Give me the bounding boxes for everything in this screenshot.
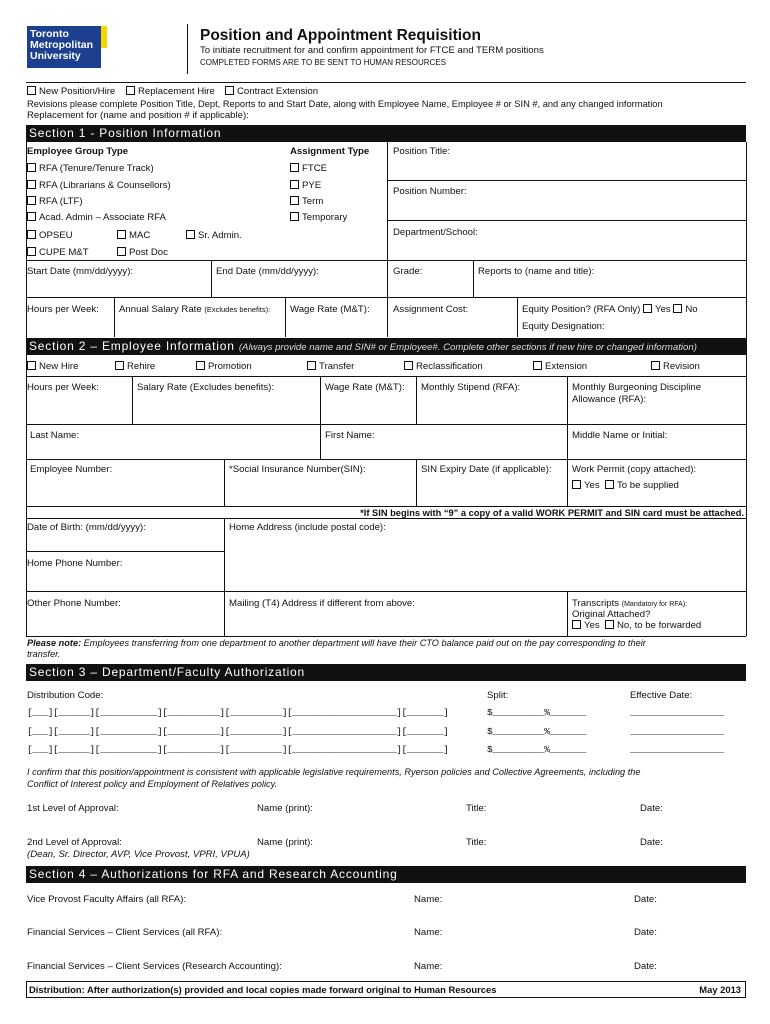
opt-pye[interactable]: PYE bbox=[290, 180, 321, 192]
left-frame bbox=[26, 142, 27, 636]
checkbox-icon[interactable] bbox=[290, 212, 299, 221]
opt-post-doc[interactable]: Post Doc bbox=[117, 247, 168, 259]
checkbox-icon[interactable] bbox=[126, 86, 135, 95]
reports-to-label: Reports to (name and title): bbox=[478, 266, 595, 277]
distribution-code-row-1[interactable]: [___][______][___________][__________][__________][____________________][_______] bbox=[27, 707, 449, 718]
checkbox-icon[interactable] bbox=[27, 163, 36, 172]
fs-rfa-name-label: Name: bbox=[414, 927, 443, 938]
department-label: Department/School: bbox=[393, 227, 478, 238]
effective-date-row-2[interactable]: __________________ bbox=[630, 726, 724, 737]
sin-label: *Social Insurance Number(SIN): bbox=[229, 464, 366, 475]
split-row-3[interactable]: $__________%_______ bbox=[487, 744, 586, 755]
checkbox-icon[interactable] bbox=[117, 247, 126, 256]
rule bbox=[26, 424, 746, 425]
burgeoning-label-2: Allowance (RFA): bbox=[572, 394, 647, 405]
replacement-for-label: Replacement for (name and position # if applicable): bbox=[27, 110, 249, 121]
first-level-approval-label: 1st Level of Approval: bbox=[27, 803, 119, 814]
university-logo bbox=[27, 26, 107, 68]
opt-opseu[interactable]: OPSEU bbox=[27, 230, 73, 242]
confirm-statement-2: Conflict of Interest policy and Employment of Relatives policy. bbox=[27, 779, 278, 789]
opt-revision[interactable]: Revision bbox=[651, 361, 700, 373]
please-note-line-2: transfer. bbox=[27, 649, 61, 659]
assignment-cost-label: Assignment Cost: bbox=[393, 304, 469, 315]
checkbox-icon[interactable] bbox=[572, 480, 581, 489]
revisions-note: Revisions please complete Position Title, Dept, Reports to and Start Date, along with Employee Name, Employee # or SIN #, and any changed information bbox=[27, 99, 663, 109]
fs-client-services-rfa-label: Financial Services – Client Services (all RFA): bbox=[27, 927, 223, 938]
opt-transfer[interactable]: Transfer bbox=[307, 361, 354, 373]
employee-number-label: Employee Number: bbox=[30, 464, 113, 475]
first-level-title-label: Title: bbox=[466, 803, 487, 814]
checkbox-icon[interactable] bbox=[307, 361, 316, 370]
employee-group-type-label: Employee Group Type bbox=[27, 146, 129, 157]
second-level-name-label: Name (print): bbox=[257, 837, 313, 848]
rule bbox=[517, 297, 518, 337]
checkbox-icon[interactable] bbox=[115, 361, 124, 370]
equity-designation-label: Equity Designation: bbox=[522, 321, 605, 332]
rule bbox=[26, 459, 746, 460]
section-4-header: Section 4 – Authorizations for RFA and Research Accounting bbox=[26, 866, 746, 883]
checkbox-icon[interactable] bbox=[290, 163, 299, 172]
right-frame bbox=[746, 142, 747, 636]
rule bbox=[26, 297, 746, 298]
first-name-label: First Name: bbox=[325, 430, 375, 441]
rule bbox=[26, 591, 746, 592]
distribution-footer: Distribution: After authorization(s) provided and local copies made forward original to Human Resources bbox=[29, 984, 497, 995]
first-level-name-label: Name (print): bbox=[257, 803, 313, 814]
page-subtitle: To initiate recruitment for and confirm appointment for FTCE and TERM positions bbox=[200, 45, 544, 56]
opt-rfa-tenure[interactable]: RFA (Tenure/Tenure Track) bbox=[27, 163, 154, 175]
opt-new-position[interactable]: New Position/Hire bbox=[27, 86, 115, 98]
end-date-label: End Date (mm/dd/yyyy): bbox=[216, 266, 319, 277]
section-3-header: Section 3 – Department/Faculty Authorization bbox=[26, 664, 746, 681]
checkbox-icon[interactable] bbox=[186, 230, 195, 239]
opt-ftce[interactable]: FTCE bbox=[290, 163, 327, 175]
rule bbox=[26, 551, 224, 552]
s2-wage-label: Wage Rate (M&T): bbox=[325, 382, 405, 393]
fs-research-accounting-label: Financial Services – Client Services (Research Accounting): bbox=[27, 961, 282, 972]
checkbox-icon[interactable] bbox=[27, 361, 36, 370]
page-instruction: COMPLETED FORMS ARE TO BE SENT TO HUMAN RESOURCES bbox=[200, 58, 446, 67]
equity-position-label: Equity Position? (RFA Only) Yes No bbox=[522, 304, 698, 315]
opt-new-hire[interactable]: New Hire bbox=[27, 361, 78, 373]
checkbox-icon[interactable] bbox=[290, 196, 299, 205]
split-row-2[interactable]: $__________%_______ bbox=[487, 726, 586, 737]
effective-date-label: Effective Date: bbox=[630, 690, 693, 701]
vp-name-label: Name: bbox=[414, 894, 443, 905]
opt-sr-admin[interactable]: Sr. Admin. bbox=[186, 230, 242, 242]
other-phone-label: Other Phone Number: bbox=[27, 598, 121, 609]
opt-promotion[interactable]: Promotion bbox=[196, 361, 252, 373]
wage-rate-label: Wage Rate (M&T): bbox=[290, 304, 370, 315]
rule bbox=[320, 424, 321, 459]
logo-text: Toronto Metropolitan University bbox=[30, 28, 93, 62]
second-level-note: (Dean, Sr. Director, AVP, Vice Provost, VPRI, VPUA) bbox=[27, 849, 250, 860]
first-level-date-label: Date: bbox=[640, 803, 663, 814]
checkbox-icon[interactable] bbox=[290, 180, 299, 189]
middle-name-label: Middle Name or Initial: bbox=[572, 430, 668, 441]
checkbox-icon[interactable] bbox=[605, 480, 614, 489]
work-permit-options[interactable]: Yes To be supplied bbox=[572, 480, 679, 492]
rule bbox=[132, 376, 133, 424]
rule bbox=[416, 376, 417, 424]
rule bbox=[320, 376, 321, 424]
checkbox-icon[interactable] bbox=[673, 304, 682, 313]
checkbox-icon[interactable] bbox=[225, 86, 234, 95]
opt-cupe[interactable]: CUPE M&T bbox=[27, 247, 89, 259]
rule bbox=[567, 424, 568, 459]
opt-reclassification[interactable]: Reclassification bbox=[404, 361, 483, 373]
start-date-label: Start Date (mm/dd/yyyy): bbox=[27, 266, 134, 277]
checkbox-icon[interactable] bbox=[27, 247, 36, 256]
split-row-1[interactable]: $__________%_______ bbox=[487, 707, 586, 718]
opt-acad-admin[interactable]: Acad. Admin – Associate RFA bbox=[27, 212, 166, 224]
checkbox-icon[interactable] bbox=[117, 230, 126, 239]
s1-divider bbox=[387, 142, 388, 260]
second-level-date-label: Date: bbox=[640, 837, 663, 848]
header-divider bbox=[187, 24, 188, 74]
rule bbox=[387, 220, 746, 221]
checkbox-icon[interactable] bbox=[651, 361, 660, 370]
home-address-label: Home Address (include postal code): bbox=[229, 522, 386, 533]
rule bbox=[26, 518, 746, 519]
work-permit-label: Work Permit (copy attached): bbox=[572, 464, 697, 475]
rule bbox=[224, 518, 225, 636]
checkbox-icon[interactable] bbox=[533, 361, 542, 370]
home-phone-label: Home Phone Number: bbox=[27, 558, 123, 569]
rule bbox=[387, 260, 388, 337]
rule bbox=[211, 260, 212, 297]
effective-date-row-1[interactable]: __________________ bbox=[630, 707, 724, 718]
sin-expiry-label: SIN Expiry Date (if applicable): bbox=[421, 464, 552, 475]
rule bbox=[567, 459, 568, 506]
opt-mac[interactable]: MAC bbox=[117, 230, 150, 242]
original-attached-label: Original Attached? bbox=[572, 609, 651, 620]
checkbox-icon[interactable] bbox=[605, 620, 614, 629]
please-note: Please note: Employees transferring from one department to another department will have their CTO balance paid out on the pay corresponding to their bbox=[27, 638, 646, 648]
opt-replacement-hire[interactable]: Replacement Hire bbox=[126, 86, 215, 98]
rule bbox=[567, 376, 568, 424]
opt-rfa-librarians[interactable]: RFA (Librarians & Counsellors) bbox=[27, 180, 171, 192]
s2-hours-label: Hours per Week: bbox=[27, 382, 99, 393]
top-rule bbox=[26, 82, 746, 83]
checkbox-icon[interactable] bbox=[27, 230, 36, 239]
vp-date-label: Date: bbox=[634, 894, 657, 905]
rule bbox=[285, 297, 286, 337]
checkbox-icon[interactable] bbox=[404, 361, 413, 370]
rule bbox=[224, 459, 225, 506]
distribution-code-label: Distribution Code: bbox=[27, 690, 104, 701]
distribution-code-row-3[interactable]: [___][______][___________][__________][__________][____________________][_______] bbox=[27, 744, 449, 755]
annual-salary-label: Annual Salary Rate (Excludes benefits): bbox=[119, 304, 271, 315]
checkbox-icon[interactable] bbox=[27, 212, 36, 221]
vp-faculty-affairs-label: Vice Provost Faculty Affairs (all RFA): bbox=[27, 894, 187, 905]
mailing-address-label: Mailing (T4) Address if different from above: bbox=[229, 598, 415, 609]
rule bbox=[567, 591, 568, 636]
opt-rfa-ltf[interactable]: RFA (LTF) bbox=[27, 196, 83, 208]
checkbox-icon[interactable] bbox=[27, 86, 36, 95]
assignment-type-label: Assignment Type bbox=[290, 146, 370, 157]
opt-contract-extension[interactable]: Contract Extension bbox=[225, 86, 318, 98]
last-name-label: Last Name: bbox=[30, 430, 80, 441]
form-date: May 2013 bbox=[699, 984, 741, 995]
rule bbox=[114, 297, 115, 337]
rule bbox=[387, 180, 746, 181]
position-number-label: Position Number: bbox=[393, 186, 467, 197]
checkbox-icon[interactable] bbox=[572, 620, 581, 629]
section-2-header: Section 2 – Employee Information (Always provide name and SIN# or Employee#. Complete other sections if new hire or changed information) bbox=[26, 338, 746, 355]
fs-research-date-label: Date: bbox=[634, 961, 657, 972]
confirm-statement: I confirm that this position/appointment is consistent with applicable legislative requirements, Ryerson policies and Collective Agreements, including the bbox=[27, 767, 641, 777]
split-label: Split: bbox=[487, 690, 509, 701]
effective-date-row-3[interactable]: __________________ bbox=[630, 744, 724, 755]
checkbox-icon[interactable] bbox=[27, 180, 36, 189]
second-level-approval-label: 2nd Level of Approval: bbox=[27, 837, 122, 848]
fs-research-name-label: Name: bbox=[414, 961, 443, 972]
opt-extension[interactable]: Extension bbox=[533, 361, 587, 373]
grade-label: Grade: bbox=[393, 266, 423, 277]
section-1-header: Section 1 - Position Information bbox=[26, 125, 746, 142]
burgeoning-label-1: Monthly Burgeoning Discipline bbox=[572, 382, 702, 393]
opt-rehire[interactable]: Rehire bbox=[115, 361, 155, 373]
monthly-stipend-label: Monthly Stipend (RFA): bbox=[421, 382, 521, 393]
rule bbox=[26, 260, 746, 261]
rule bbox=[416, 459, 417, 506]
second-level-title-label: Title: bbox=[466, 837, 487, 848]
transcripts-options[interactable]: Yes No, to be forwarded bbox=[572, 620, 701, 632]
hours-per-week-label: Hours per Week: bbox=[27, 304, 99, 315]
checkbox-icon[interactable] bbox=[196, 361, 205, 370]
checkbox-icon[interactable] bbox=[643, 304, 652, 313]
distribution-code-row-2[interactable]: [___][______][___________][__________][__________][____________________][_______] bbox=[27, 726, 449, 737]
rule bbox=[26, 376, 746, 377]
transcripts-label: Transcripts (Mandatory for RFA): bbox=[572, 598, 688, 609]
position-title-label: Position Title: bbox=[393, 146, 451, 157]
sin-warning: *If SIN begins with “9” a copy of a valid WORK PERMIT and SIN card must be attached. bbox=[360, 508, 744, 518]
dob-label: Date of Birth: (mm/dd/yyyy): bbox=[27, 522, 146, 533]
page-title: Position and Appointment Requisition bbox=[200, 27, 481, 44]
opt-temporary[interactable]: Temporary bbox=[290, 212, 347, 224]
rule bbox=[473, 260, 474, 297]
s2-salary-label: Salary Rate (Excludes benefits): bbox=[137, 382, 275, 393]
fs-rfa-date-label: Date: bbox=[634, 927, 657, 938]
opt-term[interactable]: Term bbox=[290, 196, 323, 208]
checkbox-icon[interactable] bbox=[27, 196, 36, 205]
